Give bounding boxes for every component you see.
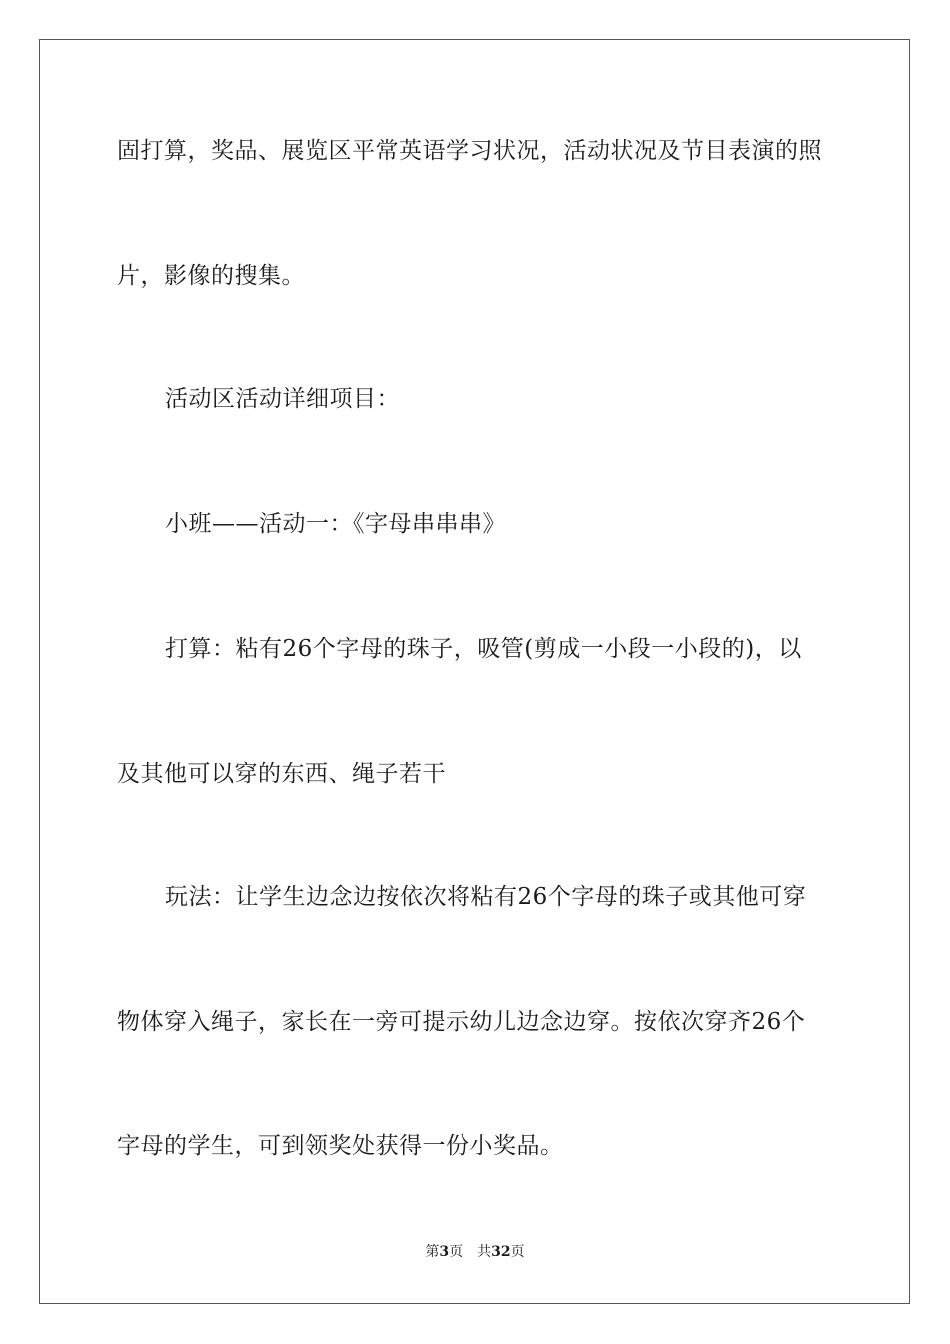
footer-total-suffix: 页 (510, 1244, 525, 1260)
gameplay-line-3: 字母的学生，可到领奖处获得一份小奖品。 (117, 1133, 564, 1159)
footer-page-number: 3 (439, 1244, 450, 1260)
page-border (39, 39, 910, 1304)
preparation-line-2: 及其他可以穿的东西、绳子若干 (117, 761, 446, 787)
section-heading-activity-items: 活动区活动详细项目： (165, 386, 400, 412)
gameplay-line-1: 玩法：让学生边念边按依次将粘有26个字母的珠子或其他可穿 (165, 884, 807, 910)
footer-page-suffix: 页 (449, 1244, 464, 1260)
gameplay-line-2: 物体穿入绳子，家长在一旁可提示幼儿边念边穿。按依次穿齐26个 (117, 1009, 806, 1035)
paragraph-line-1: 固打算，奖品、展览区平常英语学习状况，活动状况及节目表演的照 (117, 138, 822, 164)
preparation-line-1: 打算：粘有26个字母的珠子，吸管(剪成一小段一小段的)，以 (165, 636, 802, 662)
footer-total-pages: 32 (491, 1244, 511, 1260)
page-footer (0, 1243, 950, 1261)
footer-page-prefix: 第 (425, 1244, 440, 1260)
activity-title: 小班——活动一：《字母串串串》 (165, 511, 506, 537)
footer-total-prefix: 共 (477, 1244, 492, 1260)
paragraph-line-2: 片，影像的搜集。 (117, 263, 305, 289)
